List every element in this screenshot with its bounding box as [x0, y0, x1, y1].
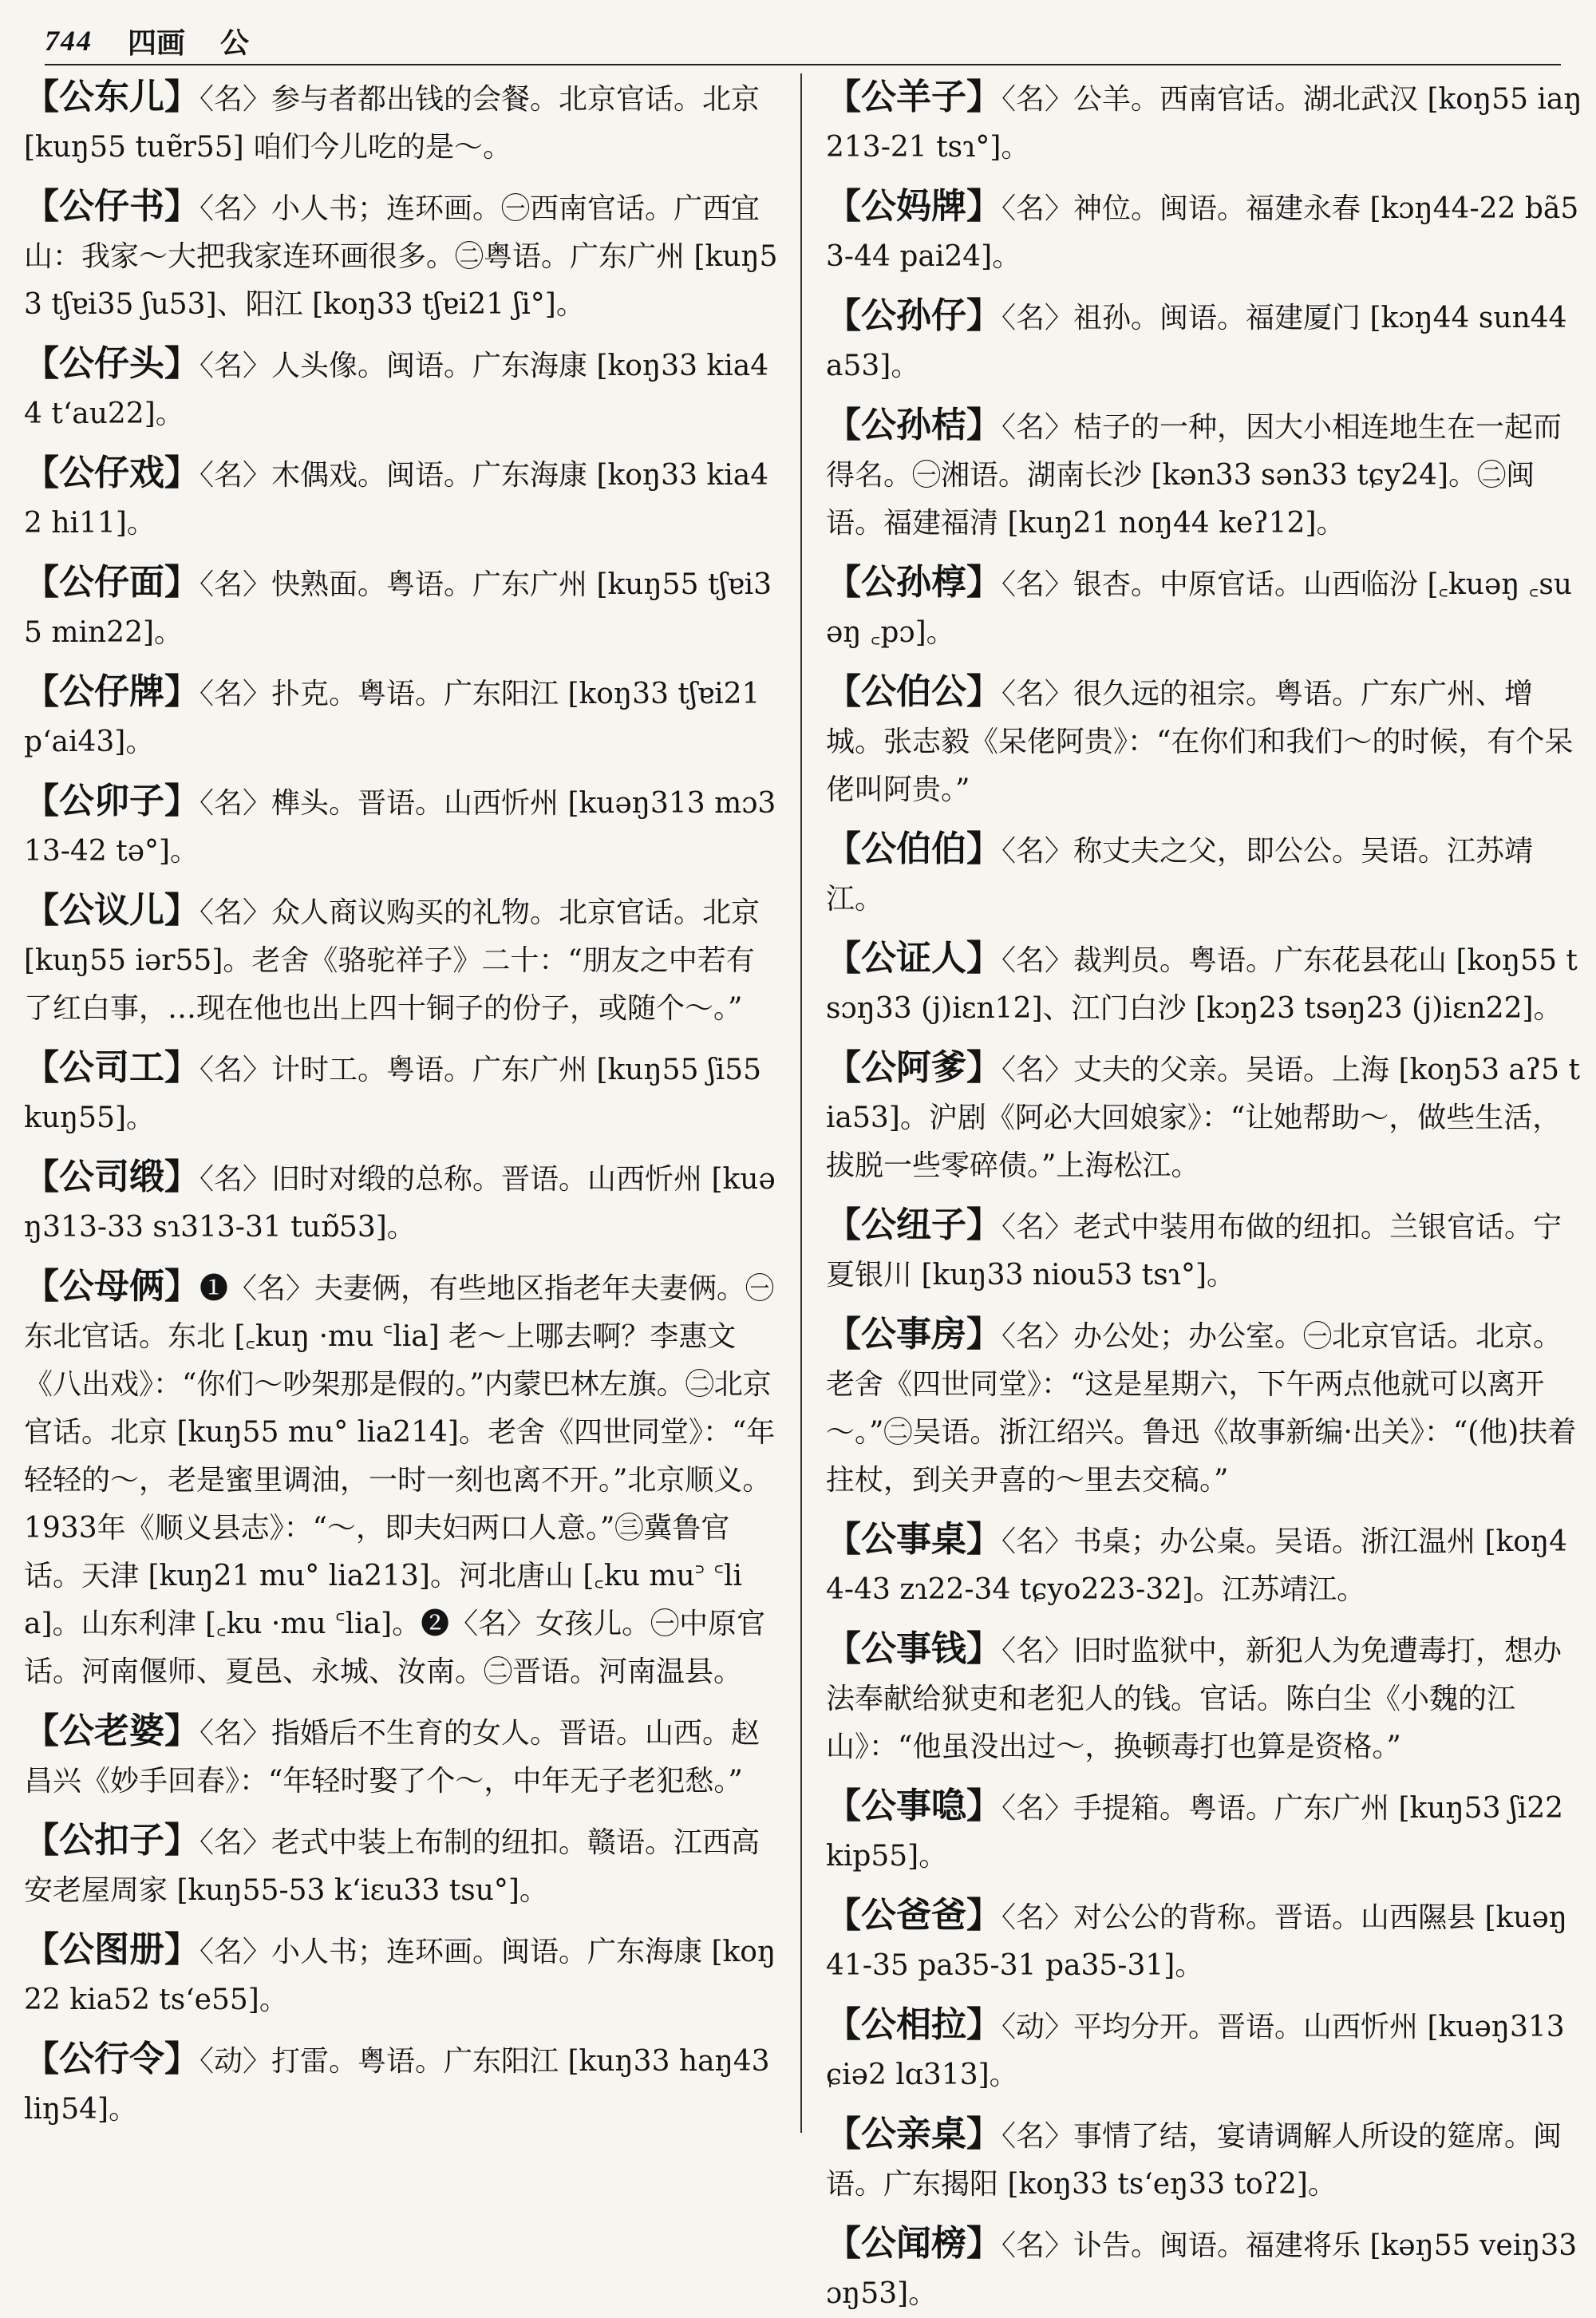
- column-divider: [800, 73, 802, 2133]
- entry-headword: 【公事钱】: [826, 1628, 1001, 1669]
- dictionary-entry: [826, 292, 1584, 390]
- radical-label: 公: [220, 26, 250, 60]
- entry-headword: 【公仔书】: [24, 186, 200, 227]
- entry-headword: 【公事桌】: [826, 1519, 1001, 1560]
- dictionary-entry: [826, 183, 1584, 281]
- entry-definition: 〈名〉旧时监狱中，新犯人为免遭毒打，想办法奉献给狱吏和老犯人的钱。官话。陈白尘《小魏的江山》：“他虽没出过～，换顿毒打也算是资格。”: [826, 1635, 1562, 1763]
- dictionary-entry: [826, 935, 1584, 1033]
- dictionary-entry: [24, 1926, 782, 2024]
- entry-definition: 〈名〉办公处；办公室。㊀北京官话。北京。老舍《四世同堂》：“这是星期六，下午两点他就可以离开～。”㊁吴语。浙江绍兴。鲁迅《故事新编·出关》：“(他)扶着拄杖，到关尹喜的～里去交稿。”: [826, 1320, 1577, 1497]
- entry-definition: 〈名〉神位。闽语。福建永春 [kɔŋ44-22 bã53-44 pai24]。: [826, 192, 1579, 273]
- page-number: 744: [45, 25, 93, 57]
- dictionary-entry: [826, 401, 1584, 548]
- entry-definition: 〈名〉丈夫的父亲。吴语。上海 [koŋ53 aʔ5 tia53]。沪剧《阿必大回娘家》：“让她帮助～，做些生活，拔脱一些零碎债。”上海松江。: [826, 1054, 1580, 1182]
- entry-definition: 〈名〉书桌；办公桌。吴语。浙江温州 [koŋ44-43 zɿ22-34 tɕyo223-32]。江苏靖江。: [826, 1525, 1568, 1606]
- entry-definition: 〈名〉事情了结，宴请调解人所设的筵席。闽语。广东揭阳 [koŋ33 ts‘eŋ33 toʔ2]。: [826, 2120, 1562, 2201]
- entry-definition: 〈名〉老式中装上布制的纽扣。赣语。江西高安老屋周家 [kuŋ55-53 k‘iɛu33 tsu°]。: [24, 1826, 760, 1907]
- entry-headword: 【公图册】: [24, 1929, 200, 1970]
- entry-headword: 【公羊子】: [826, 77, 1001, 117]
- entry-definition: 〈名〉小人书；连环画。闽语。广东海康 [koŋ22 kia52 ts‘e55]。: [24, 1936, 776, 2016]
- entry-headword: 【公亲桌】: [826, 2114, 1001, 2154]
- dictionary-entry: [24, 449, 782, 548]
- dictionary-entry: [24, 887, 782, 1033]
- entry-definition: 〈名〉人头像。闽语。广东海康 [koŋ33 kia44 t‘au22]。: [24, 350, 769, 430]
- entry-definition: 〈名〉祖孙。闽语。福建厦门 [kɔŋ44 sun44 a53]。: [826, 302, 1567, 382]
- left-column: [24, 73, 782, 2149]
- entry-headword: 【公伯公】: [826, 671, 1001, 712]
- entry-definition: 〈名〉参与者都出钱的会餐。北京官话。北京 [kuŋ55 tuɐ̃r55] 咱们今儿吃的是～。: [24, 83, 760, 164]
- entry-definition: 〈动〉打雷。粤语。广东阳江 [kuŋ33 haŋ43 liŋ54]。: [24, 2045, 770, 2126]
- dictionary-entry: [24, 2035, 782, 2134]
- entry-headword: 【公扣子】: [24, 1820, 200, 1861]
- dictionary-entry: [24, 183, 782, 329]
- entry-definition: 〈名〉众人商议购买的礼物。北京官话。北京 [kuŋ55 iər55]。老舍《骆驼祥子》二十：“朋友之中若有了红白事，…现在他也出上四十铜子的份子，或随个～。”: [24, 896, 760, 1025]
- entry-definition: 〈名〉对公公的背称。晋语。山西隰县 [kuəŋ41-35 pa35-31 pa35-31]。: [826, 1901, 1567, 1982]
- entry-headword: 【公司缎】: [24, 1157, 200, 1197]
- entry-definition: 〈名〉手提箱。粤语。广东广州 [kuŋ53 ʃi22 kip55]。: [826, 1792, 1564, 1873]
- dictionary-entry: [24, 1263, 782, 1696]
- dictionary-entry: [826, 1311, 1584, 1505]
- entry-definition: ❶〈名〉夫妻俩，有些地区指老年夫妻俩。㊀东北官话。东北 [꜀kuŋ ·mu ꜂lia] 老～上哪去啊？李惠文《八出戏》：“你们～吵架那是假的。”内蒙巴林左旗。㊁北京官话。北京 [kuŋ55 mu° lia214]。老舍《四世同堂》：“年轻轻的～，老是蜜里调油，一时一刻也离不开。”北京顺义。1933年《顺义县志》：“～，即夫妇两口人意。”㊂冀鲁官话。天津 [kuŋ21 mu° lia213]。河北唐山 [꜀ku mu꜄ ꜂lia]。山东利津 [꜀ku ·mu ꜂lia]。❷〈名〉女孩儿。㊀中原官话。河南偃师、夏邑、永城、汝南。㊁晋语。河南温县。: [24, 1272, 776, 1688]
- entry-headword: 【公母俩】: [24, 1266, 200, 1307]
- right-column: [826, 73, 1584, 2310]
- entry-headword: 【公仔面】: [24, 562, 200, 603]
- entry-headword: 【公伯伯】: [826, 829, 1001, 869]
- entry-headword: 【公孙桔】: [826, 405, 1001, 445]
- dictionary-entry: [826, 559, 1584, 657]
- dictionary-entry: [24, 1707, 782, 1806]
- dictionary-entry: [826, 1044, 1584, 1190]
- entry-definition: 〈名〉计时工。粤语。广东广州 [kuŋ55 ʃi55 kuŋ55]。: [24, 1054, 762, 1134]
- entry-headword: 【公议儿】: [24, 890, 200, 931]
- dictionary-entry: [826, 73, 1584, 172]
- entry-headword: 【公仔头】: [24, 343, 200, 384]
- dictionary-entry: [24, 1044, 782, 1142]
- dictionary-entry: [826, 1892, 1584, 1990]
- entry-headword: 【公司工】: [24, 1047, 200, 1088]
- dictionary-entry: [826, 2001, 1584, 2099]
- dictionary-entry: [24, 559, 782, 657]
- entry-headword: 【公东儿】: [24, 77, 200, 117]
- entry-headword: 【公爸爸】: [826, 1895, 1001, 1936]
- entry-headword: 【公事房】: [826, 1314, 1001, 1355]
- entry-headword: 【公仔牌】: [24, 671, 200, 712]
- entry-headword: 【公闻榜】: [826, 2223, 1001, 2264]
- dictionary-entry: [24, 777, 782, 876]
- entry-headword: 【公事喼】: [826, 1786, 1001, 1826]
- dictionary-entry: [24, 668, 782, 766]
- entry-headword: 【公妈牌】: [826, 186, 1001, 227]
- dictionary-entry: [24, 1817, 782, 1915]
- dictionary-entry: [826, 2220, 1584, 2318]
- dictionary-entry: [826, 1201, 1584, 1299]
- entry-definition: 〈名〉很久远的祖宗。粤语。广东广州、增城。张志毅《呆佬阿贵》：“在你们和我们～的时候，有个呆佬叫阿贵。”: [826, 678, 1574, 806]
- entry-headword: 【公卯子】: [24, 781, 200, 821]
- entry-headword: 【公行令】: [24, 2039, 200, 2079]
- entry-definition: 〈名〉榫头。晋语。山西忻州 [kuəŋ313 mɔ313-42 tə°]。: [24, 787, 776, 868]
- entry-definition: 〈动〉平均分开。晋语。山西忻州 [kuəŋ313 ɕiə2 lɑ313]。: [826, 2011, 1565, 2091]
- entry-definition: 〈名〉指婚后不生育的女人。晋语。山西。赵昌兴《妙手回春》：“年轻时娶了个～，中年无子老犯愁。”: [24, 1717, 760, 1798]
- entry-headword: 【公老婆】: [24, 1711, 200, 1751]
- entry-definition: 〈名〉小人书；连环画。㊀西南官话。广西宜山：我家～大把我家连环画很多。㊁粤语。广东广州 [kuŋ53 tʃɐi35 ʃu53]、阳江 [koŋ33 tʃɐi21 ʃi°]。: [24, 192, 778, 321]
- entry-definition: 〈名〉木偶戏。闽语。广东海康 [koŋ33 kia42 hi11]。: [24, 459, 769, 540]
- entry-headword: 【公证人】: [826, 938, 1001, 979]
- entry-headword: 【公相拉】: [826, 2004, 1001, 2045]
- entry-headword: 【公孙仔】: [826, 295, 1001, 336]
- entry-headword: 【公阿爹】: [826, 1047, 1001, 1088]
- entry-definition: 〈名〉桔子的一种，因大小相连地生在一起而得名。㊀湘语。湖南长沙 [kən33 sən33 tɕy24]。㊁闽语。福建福清 [kuŋ21 noŋ44 keʔ12]。: [826, 411, 1562, 540]
- dictionary-entry: [826, 1625, 1584, 1771]
- entry-definition: 〈名〉银杏。中原官话。山西临汾 [꜀kuəŋ ꜀suəŋ ꜀pɔ]。: [826, 568, 1572, 649]
- entry-headword: 【公纽子】: [826, 1204, 1001, 1245]
- dictionary-entry: [826, 2110, 1584, 2209]
- entry-definition: 〈名〉扑克。粤语。广东阳江 [koŋ33 tʃɐi21 p‘ai43]。: [24, 678, 760, 758]
- entry-definition: 〈名〉称丈夫之父，即公公。吴语。江苏靖江。: [826, 835, 1534, 916]
- entry-definition: 〈名〉老式中装用布做的纽扣。兰银官话。宁夏银川 [kuŋ33 niou53 tsɿ°]。: [826, 1211, 1562, 1292]
- dictionary-entry: [24, 1153, 782, 1252]
- dictionary-entry: [826, 1782, 1584, 1881]
- entry-definition: 〈名〉讣告。闽语。福建将乐 [kəŋ55 veiŋ33 ɔŋ53]。: [826, 2229, 1578, 2310]
- dictionary-entry: [24, 340, 782, 438]
- dictionary-entry: [826, 1516, 1584, 1614]
- entry-headword: 【公孙椁】: [826, 562, 1001, 603]
- dictionary-entry: [826, 825, 1584, 924]
- dictionary-entry: [826, 668, 1584, 814]
- entry-definition: 〈名〉裁判员。粤语。广东花县花山 [koŋ55 tsɔŋ33 (j)iɛn12]、江门白沙 [kɔŋ23 tsəŋ23 (j)iɛn22]。: [826, 944, 1578, 1025]
- section-label: 四画: [128, 26, 186, 60]
- entry-definition: 〈名〉旧时对缎的总称。晋语。山西忻州 [kuəŋ313-33 sɿ313-31 tuɒ̃53]。: [24, 1163, 776, 1244]
- entry-definition: 〈名〉快熟面。粤语。广东广州 [kuŋ55 tʃɐi35 min22]。: [24, 568, 772, 649]
- entry-headword: 【公仔戏】: [24, 453, 200, 493]
- entry-definition: 〈名〉公羊。西南官话。湖北武汉 [koŋ55 iaŋ213-21 tsɿ°]。: [826, 83, 1582, 164]
- dictionary-entry: [24, 73, 782, 172]
- page-header: [45, 18, 1561, 65]
